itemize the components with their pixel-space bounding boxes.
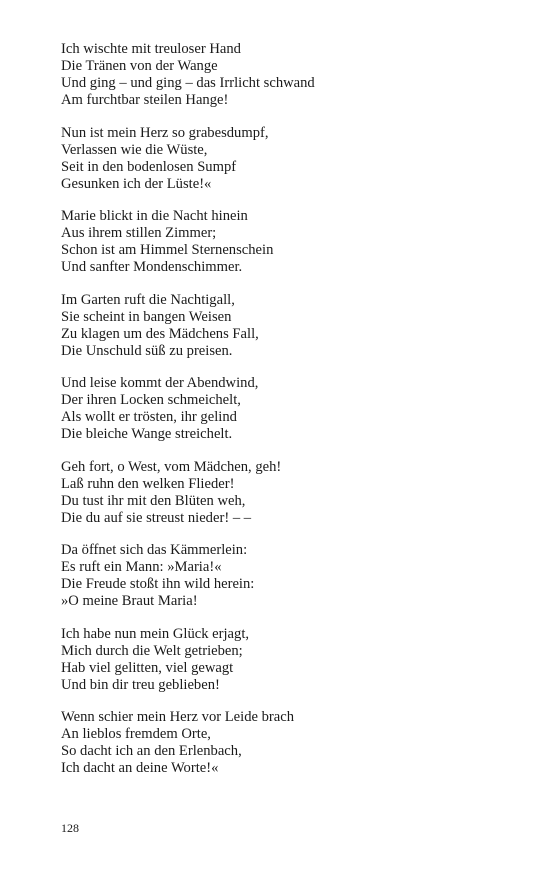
verse-line: Am furchtbar steilen Hange! bbox=[61, 92, 229, 108]
verse-line: Ich dacht an deine Worte!« bbox=[61, 760, 219, 776]
stanza-9 bbox=[61, 709, 501, 777]
verse-line: Sie scheint in bangen Weisen bbox=[61, 308, 232, 325]
stanza-3 bbox=[61, 208, 501, 276]
verse-line: Marie blickt in die Nacht hinein bbox=[61, 208, 248, 224]
verse-line: Zu klagen um des Mädchens Fall, bbox=[61, 325, 259, 342]
verse-line: Laß ruhn den welken Flieder! bbox=[61, 475, 235, 492]
verse-line: Als wollt er trösten, ihr gelind bbox=[61, 409, 237, 425]
verse-line: Und sanfter Mondenschimmer. bbox=[61, 259, 243, 275]
stanza-4 bbox=[61, 292, 501, 360]
verse-line: An lieblos fremdem Orte, bbox=[61, 726, 211, 742]
verse-line: Die du auf sie streust nieder! – – bbox=[61, 509, 252, 526]
verse-line: »O meine Braut Maria! bbox=[61, 593, 198, 609]
verse-line: Seit in den bodenlosen Sumpf bbox=[61, 158, 237, 175]
verse-line: Da öffnet sich das Kämmerlein: bbox=[61, 542, 248, 558]
verse-line: So dacht ich an den Erlenbach, bbox=[61, 743, 242, 759]
poem-body bbox=[61, 41, 501, 793]
verse-line: Du tust ihr mit den Blüten weh, bbox=[61, 492, 246, 509]
verse-line: Und leise kommt der Abendwind, bbox=[61, 375, 259, 391]
verse-line: Und bin dir treu geblieben! bbox=[61, 676, 220, 693]
page-number: 128 bbox=[61, 821, 79, 835]
stanza-5 bbox=[61, 375, 501, 443]
verse-line: Ich wischte mit treuloser Hand bbox=[61, 41, 241, 57]
verse-line: Die bleiche Wange streichelt. bbox=[61, 426, 233, 442]
verse-line: Aus ihrem stillen Zimmer; bbox=[61, 225, 217, 241]
verse-line: Die Freude stoßt ihn wild herein: bbox=[61, 576, 255, 592]
verse-line: Es ruft ein Mann: »Maria!« bbox=[61, 559, 222, 575]
stanza-1 bbox=[61, 41, 501, 109]
verse-line: Und ging – und ging – das Irrlicht schwand bbox=[61, 75, 315, 91]
verse-line: Die Tränen von der Wange bbox=[61, 58, 218, 74]
verse-line: Ich habe nun mein Glück erjagt, bbox=[61, 625, 250, 642]
verse-line: Geh fort, o West, vom Mädchen, geh! bbox=[61, 458, 282, 475]
verse-line: Gesunken ich der Lüste!« bbox=[61, 175, 212, 192]
verse-line: Hab viel gelitten, viel gewagt bbox=[61, 659, 234, 676]
stanza-2 bbox=[61, 125, 501, 193]
verse-line: Verlassen wie die Wüste, bbox=[61, 141, 208, 158]
verse-line: Der ihren Locken schmeichelt, bbox=[61, 392, 241, 408]
verse-line: Die Unschuld süß zu preisen. bbox=[61, 342, 233, 359]
stanza-7 bbox=[61, 542, 501, 610]
stanza-6 bbox=[61, 459, 501, 527]
stanza-8 bbox=[61, 626, 501, 694]
verse-line: Wenn schier mein Herz vor Leide brach bbox=[61, 709, 295, 725]
verse-line: Schon ist am Himmel Sternenschein bbox=[61, 242, 274, 258]
verse-line: Mich durch die Welt getrieben; bbox=[61, 642, 243, 659]
verse-line: Im Garten ruft die Nachtigall, bbox=[61, 291, 235, 308]
verse-line: Nun ist mein Herz so grabesdumpf, bbox=[61, 124, 269, 141]
